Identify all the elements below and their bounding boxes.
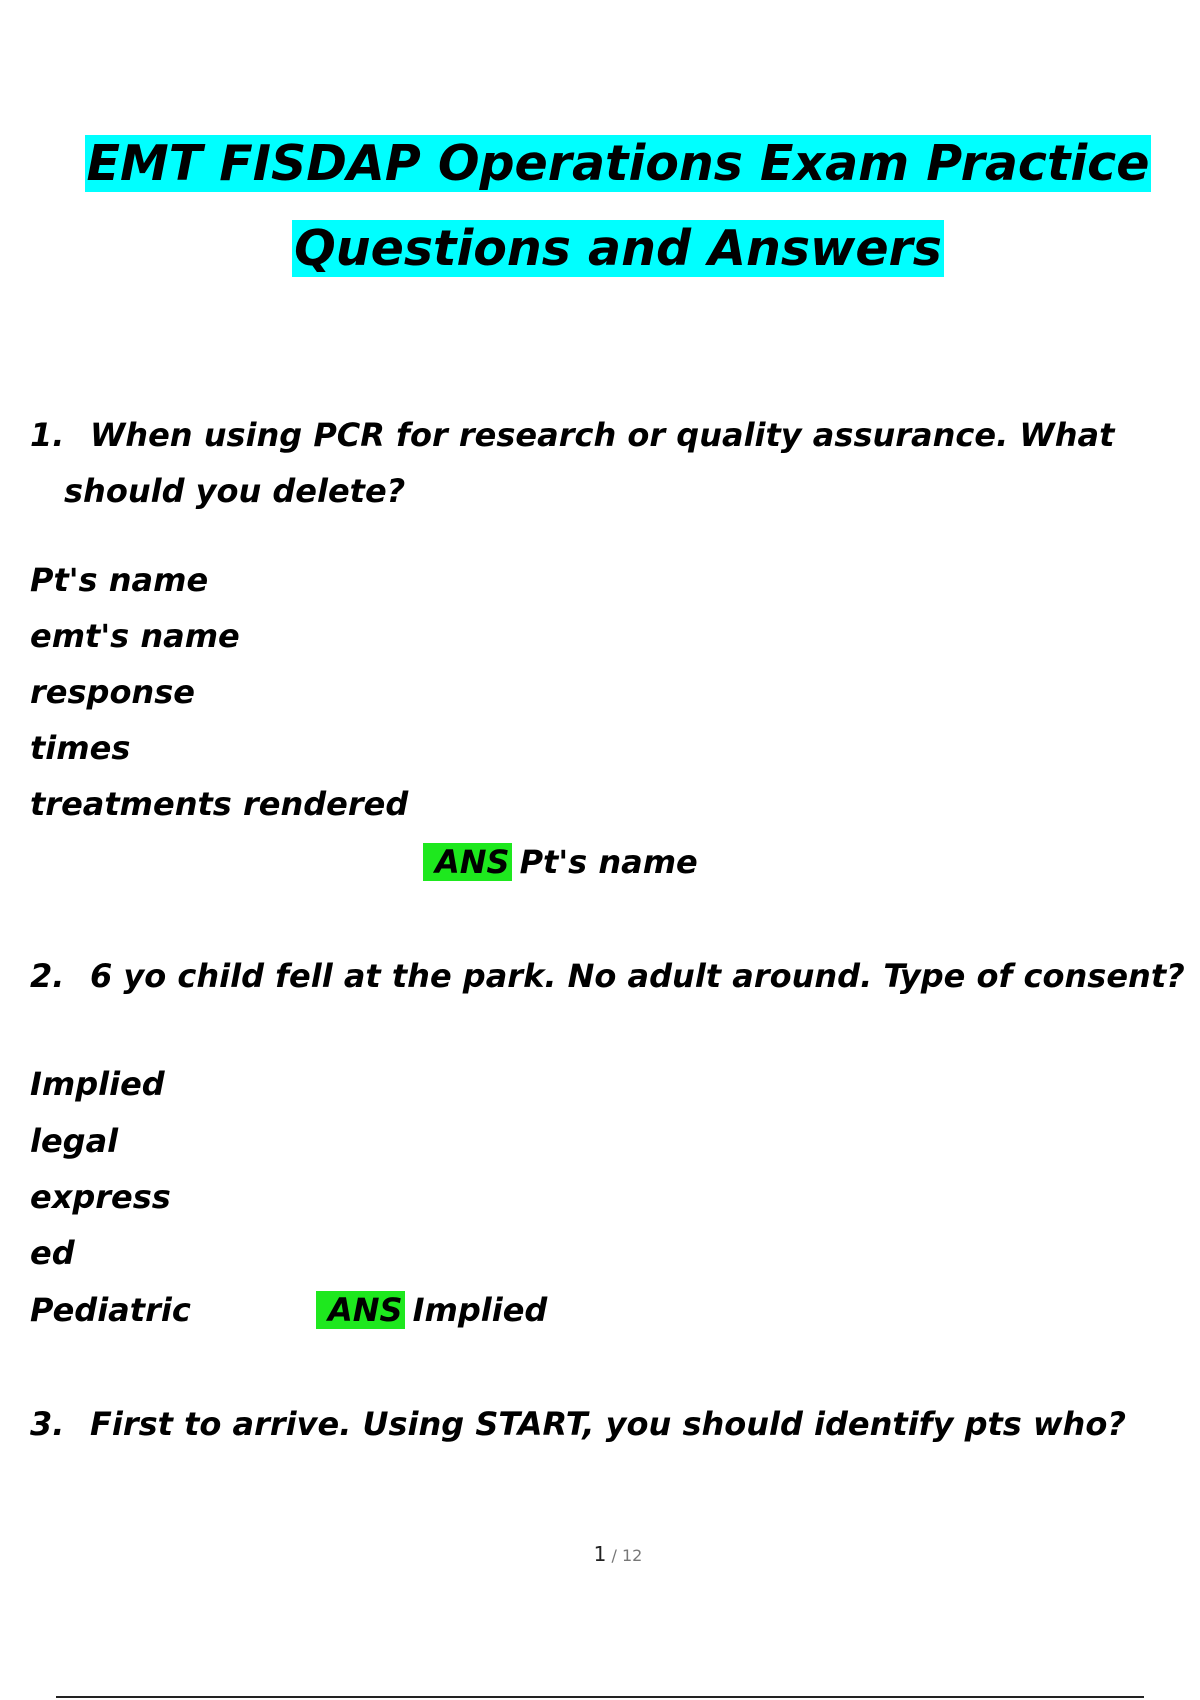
document-title-line-1: EMT FISDAP Operations Exam Practice: [86, 135, 1150, 192]
answer-text: Pt's name: [519, 843, 698, 881]
answer-text: Implied: [412, 1291, 548, 1329]
question-3-line-1: [30, 1404, 1126, 1444]
question-1-option: Pt's name: [30, 561, 209, 599]
question-2-line-1: [30, 956, 1185, 996]
question-1-option: response: [30, 673, 195, 711]
question-3-number: 3.: [30, 1405, 65, 1443]
question-2-option: express: [30, 1178, 171, 1216]
question-1-option: times: [30, 729, 131, 767]
question-2-option: Implied: [30, 1065, 165, 1103]
question-2-option: ed: [30, 1234, 75, 1272]
answer-tag: ANS: [316, 1291, 405, 1329]
page-number: [0, 1542, 1200, 1566]
question-2-answer: [316, 1290, 547, 1330]
question-2-option: legal: [30, 1122, 119, 1160]
page-current: 1: [593, 1542, 607, 1566]
answer-tag: ANS: [423, 843, 512, 881]
question-1-answer: [423, 842, 698, 882]
question-1-option: treatments rendered: [30, 785, 409, 823]
question-2-text: 6 yo child fell at the park. No adult around. Type of consent?: [90, 957, 1185, 995]
page-bottom-rule: [56, 1696, 1144, 1698]
question-1-text: When using PCR for research or quality assurance. What: [90, 416, 1115, 454]
question-1-line-2: should you delete?: [64, 472, 406, 510]
page-total: / 12: [606, 1546, 643, 1565]
document-title-line-2: Questions and Answers: [294, 220, 942, 277]
question-3-text: First to arrive. Using START, you should identify pts who?: [90, 1405, 1126, 1443]
question-2-option: Pediatric: [30, 1291, 191, 1329]
question-1-line-1: [30, 415, 1114, 455]
question-2-number: 2.: [30, 957, 65, 995]
question-1-number: 1.: [30, 416, 65, 454]
question-1-option: emt's name: [30, 617, 240, 655]
